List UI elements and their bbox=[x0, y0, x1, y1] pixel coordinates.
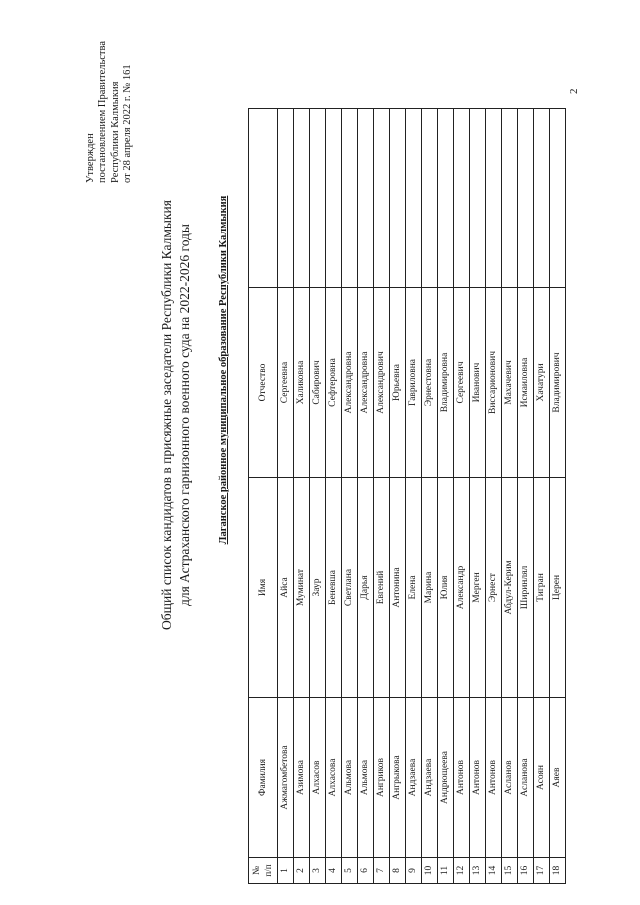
approval-line: Утвержден bbox=[85, 133, 96, 183]
cell-extra bbox=[326, 109, 342, 288]
cell-patronymic: Иванович bbox=[470, 288, 486, 478]
document-title bbox=[158, 35, 194, 795]
cell-patronymic: Хачатури bbox=[534, 288, 550, 478]
cell-surname: Андзаева bbox=[406, 698, 422, 858]
cell-extra bbox=[310, 109, 326, 288]
cell-surname: Антонов bbox=[470, 698, 486, 858]
cell-surname: Андрющеева bbox=[438, 698, 454, 858]
cell-patronymic: Владимирович bbox=[550, 288, 566, 478]
table-row bbox=[390, 109, 406, 884]
cell-number: 3 bbox=[310, 858, 326, 884]
cell-surname: Альмова bbox=[342, 698, 358, 858]
header-number-line2: п/п bbox=[263, 864, 273, 877]
header-number bbox=[249, 858, 278, 884]
table-row bbox=[486, 109, 502, 884]
cell-extra bbox=[358, 109, 374, 288]
table-row bbox=[374, 109, 390, 884]
table-row bbox=[438, 109, 454, 884]
header-number-line1: № bbox=[252, 865, 262, 876]
cell-name: Дарья bbox=[358, 478, 374, 698]
page-number: 2 bbox=[568, 88, 580, 94]
table-body bbox=[278, 109, 566, 884]
cell-extra bbox=[550, 109, 566, 288]
cell-extra bbox=[502, 109, 518, 288]
cell-name: Елена bbox=[406, 478, 422, 698]
cell-extra bbox=[470, 109, 486, 288]
cell-name: Светлана bbox=[342, 478, 358, 698]
cell-surname: Асланов bbox=[502, 698, 518, 858]
cell-patronymic: Сергеевич bbox=[454, 288, 470, 478]
cell-patronymic: Сергеевна bbox=[278, 288, 294, 478]
title-line-1: Общий список кандидатов в присяжные заседатели Республики Калмыкия bbox=[159, 200, 174, 630]
cell-number: 2 bbox=[294, 858, 310, 884]
table-row bbox=[342, 109, 358, 884]
approval-line: от 28 апреля 2022 г. № 161 bbox=[122, 64, 134, 183]
cell-name: Заур bbox=[310, 478, 326, 698]
cell-extra bbox=[438, 109, 454, 288]
cell-number: 16 bbox=[518, 858, 534, 884]
cell-number: 11 bbox=[438, 858, 454, 884]
district-heading: Лаганское районное муниципальное образование Республики Калмыкия bbox=[218, 195, 229, 545]
cell-name: Александр bbox=[454, 478, 470, 698]
cell-name: Тигран bbox=[534, 478, 550, 698]
cell-extra bbox=[374, 109, 390, 288]
cell-name: Ширинлял bbox=[518, 478, 534, 698]
cell-name: Эрнест bbox=[486, 478, 502, 698]
cell-name: Мерген bbox=[470, 478, 486, 698]
approval-line: Республики Калмыкия bbox=[109, 81, 121, 183]
cell-number: 15 bbox=[502, 858, 518, 884]
cell-number: 14 bbox=[486, 858, 502, 884]
cell-number: 9 bbox=[406, 858, 422, 884]
cell-patronymic: Исмаиловна bbox=[518, 288, 534, 478]
cell-number: 10 bbox=[422, 858, 438, 884]
candidates-table bbox=[248, 108, 566, 884]
table-row bbox=[470, 109, 486, 884]
table-row bbox=[358, 109, 374, 884]
title-line-2: для Астраханского гарнизонного военного суда на 2022-2026 годы bbox=[177, 224, 192, 607]
table-row bbox=[326, 109, 342, 884]
cell-patronymic: Александровна bbox=[358, 288, 374, 478]
table-row bbox=[294, 109, 310, 884]
cell-patronymic: Сефтеровна bbox=[326, 288, 342, 478]
cell-patronymic: Гавриловна bbox=[406, 288, 422, 478]
cell-patronymic: Халиковна bbox=[294, 288, 310, 478]
cell-name: Церен bbox=[550, 478, 566, 698]
approval-stamp bbox=[85, 41, 135, 183]
cell-surname: Алхасова bbox=[326, 698, 342, 858]
cell-number: 4 bbox=[326, 858, 342, 884]
cell-name: Абдул-Керим bbox=[502, 478, 518, 698]
table-row bbox=[502, 109, 518, 884]
cell-name: Антонина bbox=[390, 478, 406, 698]
cell-name: Евгений bbox=[374, 478, 390, 698]
table-row bbox=[518, 109, 534, 884]
cell-extra bbox=[454, 109, 470, 288]
cell-patronymic: Эрнестовна bbox=[422, 288, 438, 478]
table-row bbox=[550, 109, 566, 884]
table-header-row bbox=[249, 109, 278, 884]
cell-patronymic: Сабирович bbox=[310, 288, 326, 478]
header-extra bbox=[249, 109, 278, 288]
cell-surname: Антонов bbox=[486, 698, 502, 858]
header-name: Имя bbox=[249, 478, 278, 698]
cell-extra bbox=[486, 109, 502, 288]
cell-surname: Андзаева bbox=[422, 698, 438, 858]
header-patronymic: Отчество bbox=[249, 288, 278, 478]
cell-name: Беневша bbox=[326, 478, 342, 698]
cell-extra bbox=[278, 109, 294, 288]
cell-number: 13 bbox=[470, 858, 486, 884]
cell-patronymic: Юрьевна bbox=[390, 288, 406, 478]
cell-name: Айса bbox=[278, 478, 294, 698]
approval-line: постановлением Правительства bbox=[97, 40, 109, 183]
cell-name: Муминат bbox=[294, 478, 310, 698]
cell-patronymic: Махачевич bbox=[502, 288, 518, 478]
table-row bbox=[406, 109, 422, 884]
cell-surname: Алхасов bbox=[310, 698, 326, 858]
cell-extra bbox=[534, 109, 550, 288]
table-row bbox=[422, 109, 438, 884]
cell-name: Юлия bbox=[438, 478, 454, 698]
table-row bbox=[278, 109, 294, 884]
cell-number: 7 bbox=[374, 858, 390, 884]
cell-number: 12 bbox=[454, 858, 470, 884]
cell-number: 18 bbox=[550, 858, 566, 884]
table-row bbox=[454, 109, 470, 884]
cell-surname: Альмова bbox=[358, 698, 374, 858]
cell-extra bbox=[406, 109, 422, 288]
cell-patronymic: Александрович bbox=[374, 288, 390, 478]
cell-extra bbox=[342, 109, 358, 288]
cell-extra bbox=[518, 109, 534, 288]
cell-surname: Ангрыкова bbox=[390, 698, 406, 858]
cell-number: 6 bbox=[358, 858, 374, 884]
cell-surname: Азимова bbox=[294, 698, 310, 858]
cell-patronymic: Александровна bbox=[342, 288, 358, 478]
header-surname: Фамилия bbox=[249, 698, 278, 858]
table-row bbox=[534, 109, 550, 884]
cell-extra bbox=[294, 109, 310, 288]
cell-surname: Аяев bbox=[550, 698, 566, 858]
cell-extra bbox=[422, 109, 438, 288]
cell-number: 5 bbox=[342, 858, 358, 884]
cell-name: Марина bbox=[422, 478, 438, 698]
cell-number: 1 bbox=[278, 858, 294, 884]
cell-surname: Антонов bbox=[454, 698, 470, 858]
cell-number: 17 bbox=[534, 858, 550, 884]
cell-surname: Асоян bbox=[534, 698, 550, 858]
cell-patronymic: Владимировна bbox=[438, 288, 454, 478]
cell-surname: Асланова bbox=[518, 698, 534, 858]
cell-patronymic: Виссарионович bbox=[486, 288, 502, 478]
cell-surname: Ажмагомбетова bbox=[278, 698, 294, 858]
table-row bbox=[310, 109, 326, 884]
cell-number: 8 bbox=[390, 858, 406, 884]
cell-surname: Ангриков bbox=[374, 698, 390, 858]
cell-extra bbox=[390, 109, 406, 288]
